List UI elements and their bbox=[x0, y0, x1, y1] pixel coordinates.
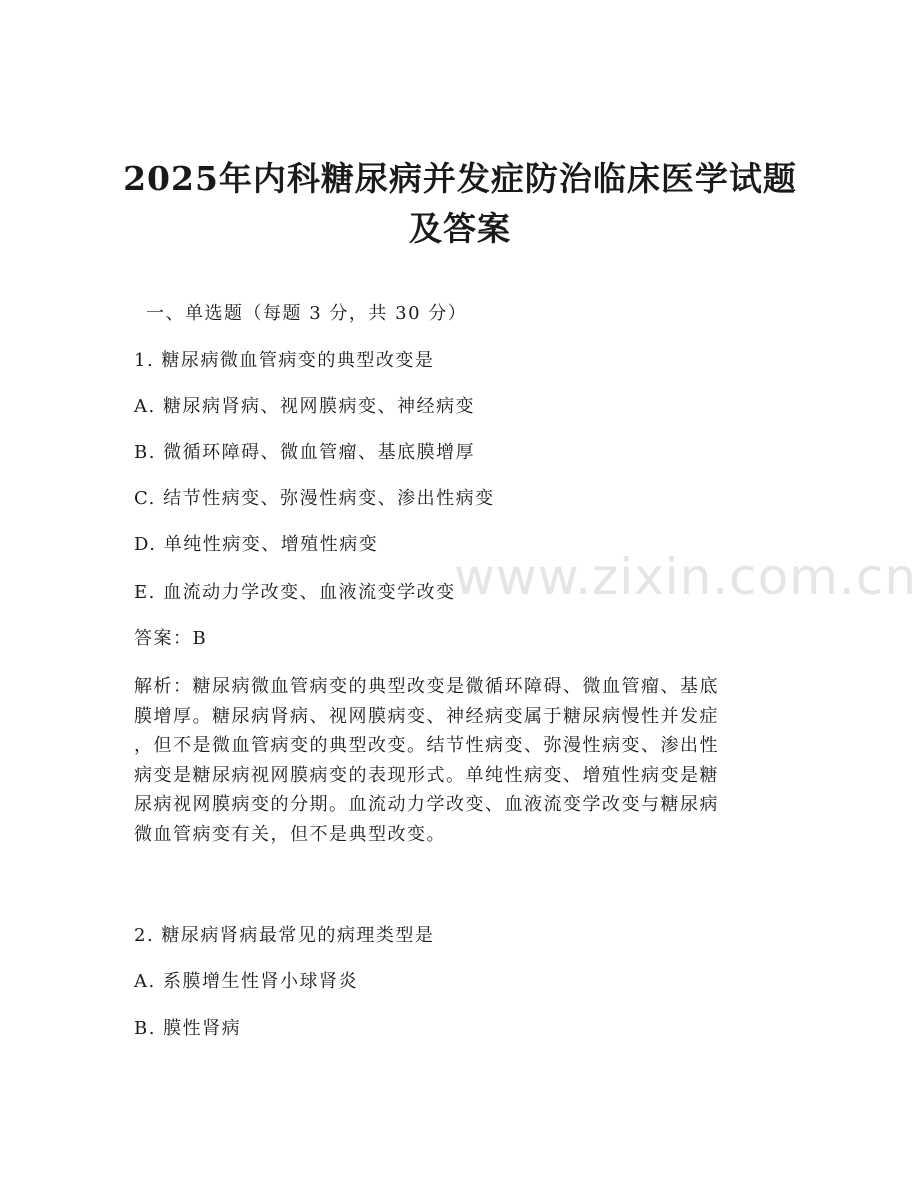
explanation-line: 病变是糖尿病视网膜病变的表现形式。单纯性病变、增殖性病变是糖 bbox=[134, 764, 719, 786]
question-2-option-a: A. 系膜增生性肾小球肾炎 bbox=[134, 971, 358, 992]
document-title-line1: 2025年内科糖尿病并发症防治临床医学试题 bbox=[123, 159, 797, 198]
question-1-stem: 1. 糖尿病微血管病变的典型改变是 bbox=[134, 350, 435, 371]
question-1-answer: 答案：B bbox=[134, 628, 208, 649]
question-2-stem: 2. 糖尿病肾病最常见的病理类型是 bbox=[134, 925, 435, 946]
document-title-line2: 及答案 bbox=[409, 209, 511, 248]
explanation-line: 膜增厚。糖尿病肾病、视网膜病变、神经病变属于糖尿病慢性并发症 bbox=[134, 705, 719, 727]
explanation-line: 尿病视网膜病变的分期。血流动力学改变、血液流变学改变与糖尿病 bbox=[134, 794, 719, 816]
question-1-option-e: E. 血流动力学改变、血液流变学改变 bbox=[134, 582, 456, 603]
question-1-option-c: C. 结节性病变、弥漫性病变、渗出性病变 bbox=[134, 488, 495, 509]
question-1-option-d: D. 单纯性病变、增殖性病变 bbox=[134, 534, 379, 555]
question-1-option-b: B. 微循环障碍、微血管瘤、基底膜增厚 bbox=[134, 442, 476, 463]
question-2-option-b: B. 膜性肾病 bbox=[134, 1018, 242, 1039]
explanation-line: ，但不是微血管病变的典型改变。结节性病变、弥漫性病变、渗出性 bbox=[134, 735, 719, 757]
explanation-line: 解析：糖尿病微血管病变的典型改变是微循环障碍、微血管瘤、基底 bbox=[134, 676, 719, 697]
question-1-explanation bbox=[134, 672, 774, 850]
section-heading: 一、单选题（每题 3 分，共 30 分） bbox=[146, 303, 468, 324]
watermark: www.zixin.com.cn bbox=[454, 548, 918, 606]
question-1-option-a: A. 糖尿病肾病、视网膜病变、神经病变 bbox=[134, 396, 475, 417]
explanation-line: 微血管病变有关，但不是典型改变。 bbox=[134, 823, 446, 845]
